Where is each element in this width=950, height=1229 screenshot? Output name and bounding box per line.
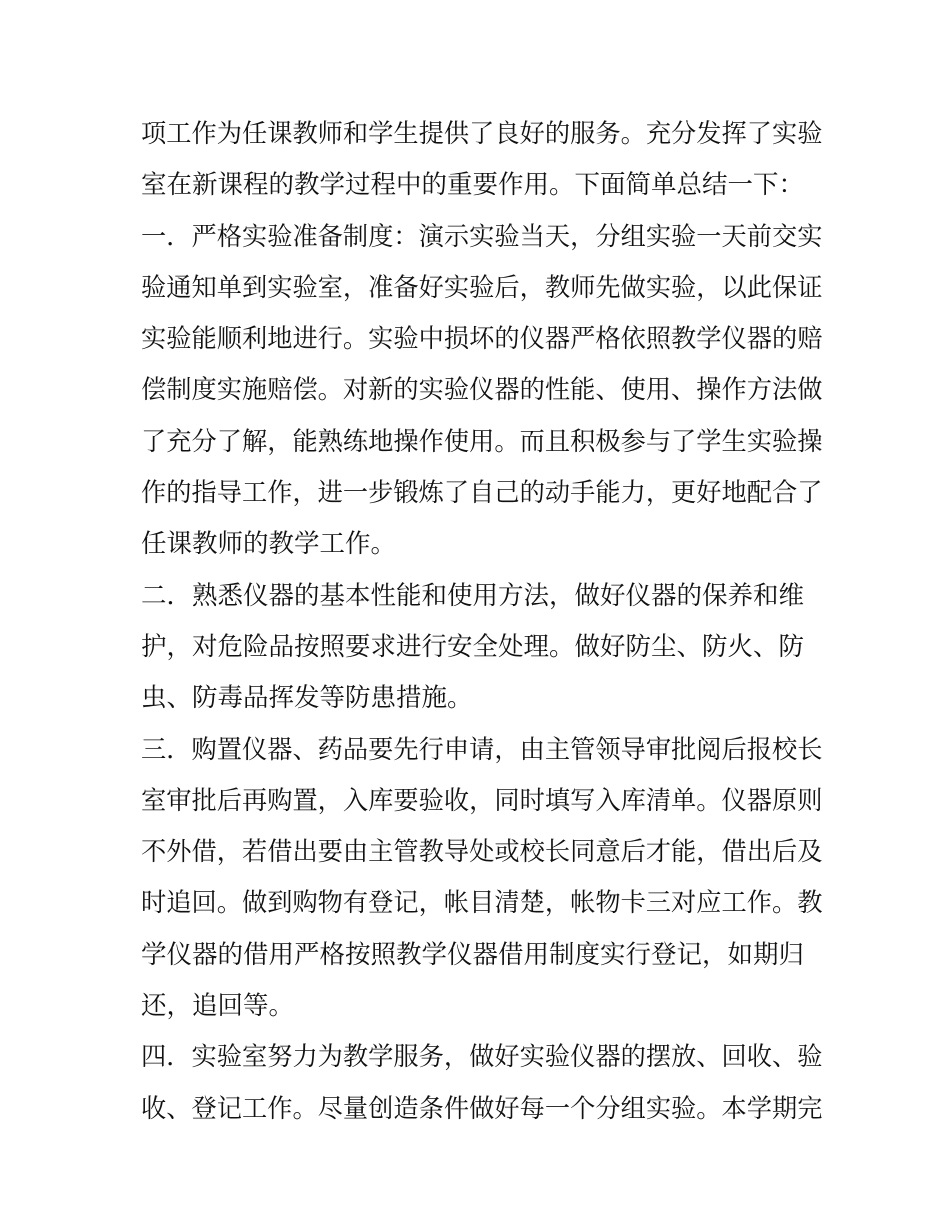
text-line: 不外借，若借出要由主管教导处或校长同意后才能，借出后及 [141,837,823,868]
text-line: 学仪器的借用严格按照教学仪器借用制度实行登记，如期归 [141,939,805,970]
text-line: 时追回。做到购物有登记，帐目清楚，帐物卡三对应工作。教 [141,888,823,919]
text-line: 四．实验室努力为教学服务，做好实验仪器的摆放、回收、验 [141,1042,823,1073]
text-line: 任课教师的教学工作。 [141,529,397,560]
text-line: 还，追回等。 [141,991,295,1022]
text-line: 实验能顺利地进行。实验中损坏的仪器严格依照教学仪器的赔 [141,324,823,355]
text-line: 偿制度实施赔偿。对新的实验仪器的性能、使用、操作方法做 [141,375,823,406]
text-line: 护，对危险品按照要求进行安全处理。做好防尘、防火、防 [141,631,805,662]
text-line: 三．购置仪器、药品要先行申请，由主管领导审批阅后报校长 [141,734,823,765]
text-line: 二．熟悉仪器的基本性能和使用方法，做好仪器的保养和维 [141,580,805,611]
text-line: 虫、防毒品挥发等防患措施。 [141,683,473,714]
text-line: 室在新课程的教学过程中的重要作用。下面简单总结一下： [141,170,805,201]
text-line: 验通知单到实验室，准备好实验后，教师先做实验，以此保证 [141,272,823,303]
text-line: 收、登记工作。尽量创造条件做好每一个分组实验。本学期完 [141,1093,823,1124]
text-line: 室审批后再购置，入库要验收，同时填写入库清单。仪器原则 [141,785,823,816]
text-line: 一．严格实验准备制度：演示实验当天，分组实验一天前交实 [141,221,823,252]
text-line: 了充分了解，能熟练地操作使用。而且积极参与了学生实验操 [141,426,823,457]
text-line: 项工作为任课教师和学生提供了良好的服务。充分发挥了实验 [141,119,823,149]
document-body [141,109,821,1135]
text-line: 作的指导工作，进一步锻炼了自己的动手能力，更好地配合了 [141,478,823,509]
